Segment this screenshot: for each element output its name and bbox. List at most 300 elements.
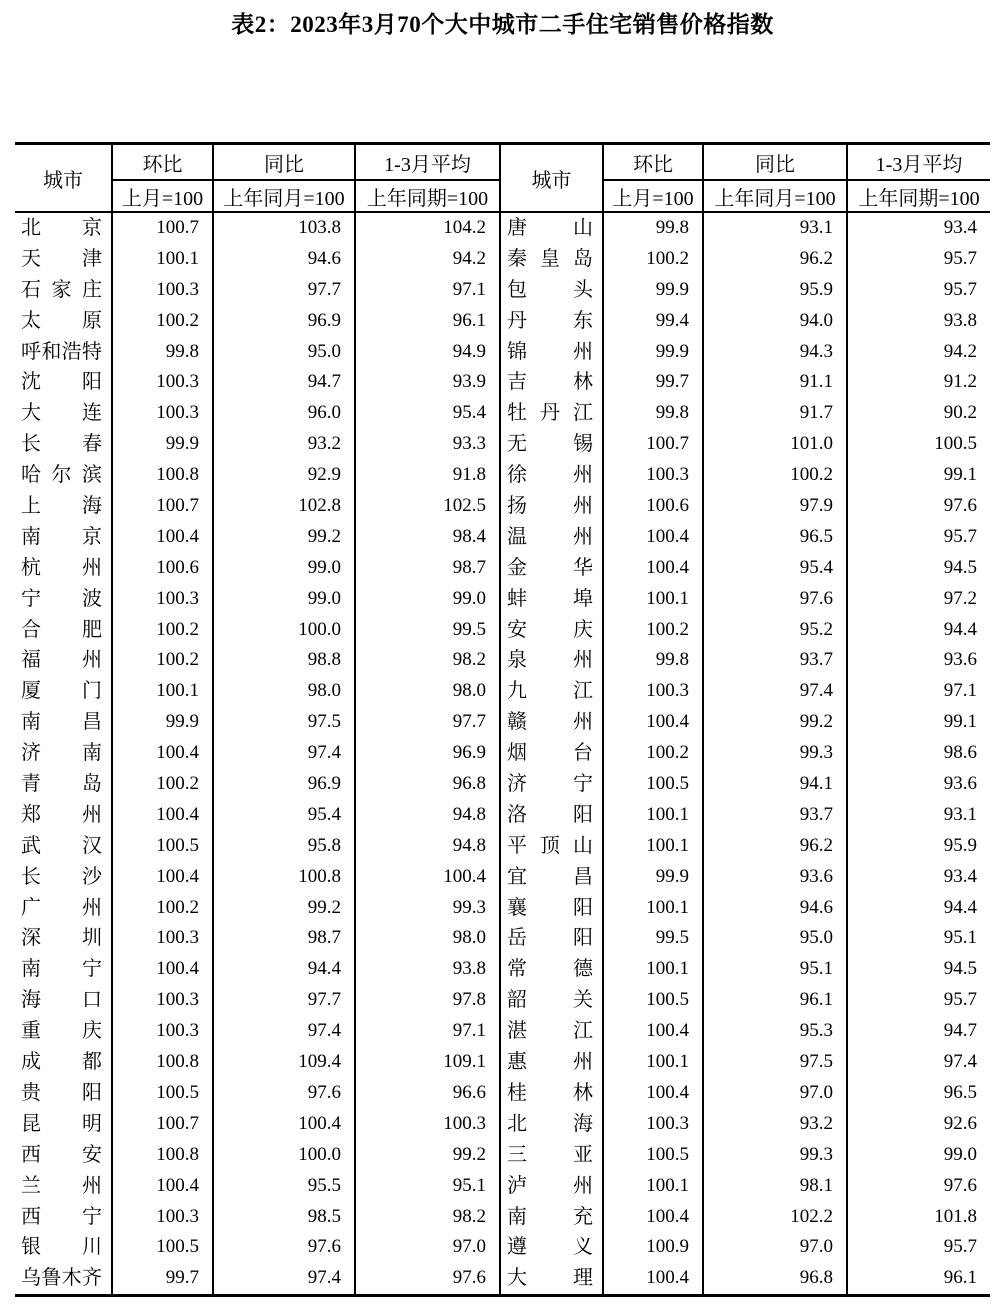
mom-value: 99.4: [603, 306, 703, 337]
table-row: [15, 429, 990, 460]
table-row: [15, 491, 990, 522]
city-cell: [500, 985, 603, 1016]
yoy-value: 94.6: [703, 893, 847, 924]
mom-value: 100.4: [112, 522, 213, 553]
avg-value: 109.1: [355, 1047, 500, 1078]
mom-value: 100.3: [112, 398, 213, 429]
avg-value: 98.0: [355, 923, 500, 954]
table-header: [15, 144, 990, 213]
mom-value: 99.9: [112, 707, 213, 738]
avg-value: 102.5: [355, 491, 500, 522]
yoy-value: 94.1: [703, 769, 847, 800]
header-mom-right: 环比: [603, 144, 703, 181]
table-row: [15, 831, 990, 862]
avg-value: 100.5: [847, 429, 990, 460]
mom-value: 100.1: [112, 676, 213, 707]
table-row: [15, 923, 990, 954]
table-row: [15, 738, 990, 769]
table-row: [15, 1171, 990, 1202]
avg-value: 94.5: [847, 553, 990, 584]
city-cell: [15, 615, 112, 646]
avg-value: 91.2: [847, 367, 990, 398]
city-cell: [500, 707, 603, 738]
city-name: 锦 州: [507, 340, 593, 363]
yoy-value: 93.2: [213, 429, 355, 460]
avg-value: 95.7: [847, 522, 990, 553]
city-name: 牡 丹 江: [507, 402, 593, 425]
mom-value: 100.4: [112, 954, 213, 985]
avg-value: 94.8: [355, 800, 500, 831]
avg-value: 97.6: [847, 1171, 990, 1202]
yoy-value: 95.3: [703, 1016, 847, 1047]
table-row: [15, 212, 990, 244]
city-name: 西 宁: [21, 1205, 102, 1228]
city-cell: [15, 584, 112, 615]
city-name: 平 顶 山: [507, 834, 593, 857]
yoy-value: 97.0: [703, 1232, 847, 1263]
table-row: [15, 244, 990, 275]
yoy-value: 99.3: [703, 738, 847, 769]
city-cell: [500, 460, 603, 491]
table-row: [15, 1263, 990, 1295]
city-cell: [500, 367, 603, 398]
table-row: [15, 985, 990, 1016]
city-cell: [15, 1263, 112, 1295]
city-name: 常 德: [507, 958, 593, 981]
header-avg-right: 1-3月平均: [847, 144, 990, 181]
mom-value: 100.2: [112, 645, 213, 676]
city-name: 安 庆: [507, 618, 593, 641]
mom-value: 100.2: [603, 615, 703, 646]
header-yoy-base-right: 上年同月=100: [703, 180, 847, 212]
city-cell: [15, 491, 112, 522]
mom-value: 100.4: [603, 1078, 703, 1109]
yoy-value: 97.7: [213, 275, 355, 306]
city-name: 青 岛: [21, 773, 102, 796]
avg-value: 100.3: [355, 1109, 500, 1140]
city-name: 海 口: [21, 989, 102, 1012]
city-cell: [15, 429, 112, 460]
table-row: [15, 1109, 990, 1140]
avg-value: 94.2: [847, 337, 990, 368]
mom-value: 100.3: [112, 923, 213, 954]
yoy-value: 97.6: [703, 584, 847, 615]
table-row: [15, 337, 990, 368]
avg-value: 95.7: [847, 244, 990, 275]
city-name: 吉 林: [507, 371, 593, 394]
mom-value: 100.3: [112, 985, 213, 1016]
yoy-value: 96.9: [213, 769, 355, 800]
header-mom-base-left: 上月=100: [112, 180, 213, 212]
table-row: [15, 1140, 990, 1171]
city-name: 泸 州: [507, 1174, 593, 1197]
city-cell: [500, 212, 603, 244]
city-cell: [500, 1202, 603, 1233]
yoy-value: 97.5: [213, 707, 355, 738]
mom-value: 100.4: [603, 1263, 703, 1295]
city-name: 金 华: [507, 556, 593, 579]
city-cell: [500, 337, 603, 368]
city-name: 南 京: [21, 525, 102, 548]
city-cell: [15, 676, 112, 707]
avg-value: 95.7: [847, 985, 990, 1016]
city-name: 大 连: [21, 402, 102, 425]
city-cell: [500, 893, 603, 924]
yoy-value: 97.4: [213, 738, 355, 769]
mom-value: 99.7: [603, 367, 703, 398]
city-name: 深 圳: [21, 927, 102, 950]
yoy-value: 97.6: [213, 1232, 355, 1263]
yoy-value: 95.0: [703, 923, 847, 954]
city-name: 上 海: [21, 495, 102, 518]
table-row: [15, 769, 990, 800]
city-cell: [500, 553, 603, 584]
yoy-value: 100.0: [213, 615, 355, 646]
mom-value: 99.9: [603, 862, 703, 893]
city-cell: [15, 244, 112, 275]
avg-value: 98.2: [355, 1202, 500, 1233]
city-cell: [500, 1047, 603, 1078]
mom-value: 99.5: [603, 923, 703, 954]
city-cell: [500, 954, 603, 985]
city-name: 温 州: [507, 525, 593, 548]
avg-value: 98.7: [355, 553, 500, 584]
table-row: [15, 707, 990, 738]
mom-value: 100.8: [112, 460, 213, 491]
city-cell: [15, 1078, 112, 1109]
yoy-value: 98.0: [213, 676, 355, 707]
mom-value: 99.9: [112, 429, 213, 460]
avg-value: 93.4: [847, 212, 990, 244]
avg-value: 98.4: [355, 522, 500, 553]
city-cell: [500, 1171, 603, 1202]
city-cell: [500, 584, 603, 615]
table-row: [15, 1232, 990, 1263]
yoy-value: 99.3: [703, 1140, 847, 1171]
table-row: [15, 1202, 990, 1233]
city-name: 无 锡: [507, 433, 593, 456]
city-cell: [15, 893, 112, 924]
header-avg-base-right: 上年同期=100: [847, 180, 990, 212]
table-row: [15, 306, 990, 337]
yoy-value: 97.5: [703, 1047, 847, 1078]
mom-value: 100.1: [603, 954, 703, 985]
city-name: 韶 关: [507, 989, 593, 1012]
mom-value: 100.9: [603, 1232, 703, 1263]
avg-value: 104.2: [355, 212, 500, 244]
mom-value: 100.2: [112, 306, 213, 337]
yoy-value: 99.2: [213, 522, 355, 553]
avg-value: 99.1: [847, 460, 990, 491]
header-mom-base-right: 上月=100: [603, 180, 703, 212]
city-cell: [500, 862, 603, 893]
avg-value: 94.9: [355, 337, 500, 368]
city-cell: [15, 1016, 112, 1047]
header-city-right: 城市: [500, 144, 603, 213]
yoy-value: 96.5: [703, 522, 847, 553]
city-name: 宜 昌: [507, 865, 593, 888]
city-name: 南 昌: [21, 711, 102, 734]
city-cell: [500, 244, 603, 275]
city-name: 北 海: [507, 1112, 593, 1135]
mom-value: 100.4: [603, 553, 703, 584]
mom-value: 100.4: [603, 707, 703, 738]
yoy-value: 100.2: [703, 460, 847, 491]
city-name: 赣 州: [507, 711, 593, 734]
city-name: 长 沙: [21, 865, 102, 888]
avg-value: 93.8: [847, 306, 990, 337]
mom-value: 100.5: [112, 1078, 213, 1109]
mom-value: 100.8: [112, 1140, 213, 1171]
mom-value: 100.2: [603, 738, 703, 769]
avg-value: 99.1: [847, 707, 990, 738]
yoy-value: 100.8: [213, 862, 355, 893]
table-row: [15, 862, 990, 893]
mom-value: 100.2: [603, 244, 703, 275]
avg-value: 95.4: [355, 398, 500, 429]
yoy-value: 97.9: [703, 491, 847, 522]
city-name: 杭 州: [21, 556, 102, 579]
mom-value: 100.3: [112, 1202, 213, 1233]
mom-value: 100.2: [112, 893, 213, 924]
city-cell: [15, 522, 112, 553]
yoy-value: 96.9: [213, 306, 355, 337]
city-name: 南 宁: [21, 958, 102, 981]
avg-value: 99.5: [355, 615, 500, 646]
city-name: 九 江: [507, 680, 593, 703]
mom-value: 100.2: [112, 615, 213, 646]
city-cell: [15, 862, 112, 893]
mom-value: 100.7: [112, 1109, 213, 1140]
yoy-value: 94.6: [213, 244, 355, 275]
yoy-value: 100.4: [213, 1109, 355, 1140]
avg-value: 97.1: [847, 676, 990, 707]
table-row: [15, 1016, 990, 1047]
city-cell: [15, 367, 112, 398]
yoy-value: 99.2: [213, 893, 355, 924]
city-cell: [15, 1171, 112, 1202]
yoy-value: 96.0: [213, 398, 355, 429]
city-name: 三 亚: [507, 1143, 593, 1166]
table-row: [15, 522, 990, 553]
city-name: 徐 州: [507, 464, 593, 487]
city-cell: [500, 491, 603, 522]
city-cell: [15, 275, 112, 306]
mom-value: 99.8: [112, 337, 213, 368]
city-name: 唐 山: [507, 217, 593, 239]
avg-value: 94.5: [847, 954, 990, 985]
yoy-value: 97.0: [703, 1078, 847, 1109]
header-city-left: 城市: [15, 144, 112, 213]
city-name: 广 州: [21, 896, 102, 919]
page-title: 表2：2023年3月70个大中城市二手住宅销售价格指数: [231, 12, 774, 37]
yoy-value: 103.8: [213, 212, 355, 244]
city-cell: [15, 1109, 112, 1140]
city-cell: [15, 954, 112, 985]
yoy-value: 95.8: [213, 831, 355, 862]
avg-value: 93.1: [847, 800, 990, 831]
yoy-value: 93.7: [703, 800, 847, 831]
city-name: 泉 州: [507, 649, 593, 672]
city-cell: [500, 923, 603, 954]
city-name: 天 津: [21, 247, 102, 270]
yoy-value: 95.4: [703, 553, 847, 584]
city-cell: [15, 645, 112, 676]
avg-value: 96.6: [355, 1078, 500, 1109]
mom-value: 100.5: [603, 985, 703, 1016]
yoy-value: 99.2: [703, 707, 847, 738]
city-cell: [15, 1202, 112, 1233]
avg-value: 96.8: [355, 769, 500, 800]
yoy-value: 97.6: [213, 1078, 355, 1109]
mom-value: 100.4: [603, 1202, 703, 1233]
table-row: [15, 954, 990, 985]
yoy-value: 95.5: [213, 1171, 355, 1202]
header-yoy-left: 同比: [213, 144, 355, 181]
yoy-value: 99.0: [213, 553, 355, 584]
mom-value: 100.1: [603, 831, 703, 862]
avg-value: 93.8: [355, 954, 500, 985]
price-index-table-container: [15, 142, 990, 1297]
city-cell: [15, 800, 112, 831]
yoy-value: 96.8: [703, 1263, 847, 1295]
city-cell: [500, 1232, 603, 1263]
city-cell: [500, 738, 603, 769]
mom-value: 99.8: [603, 645, 703, 676]
avg-value: 93.6: [847, 769, 990, 800]
city-name: 沈 阳: [21, 371, 102, 394]
city-cell: [500, 1078, 603, 1109]
yoy-value: 95.0: [213, 337, 355, 368]
city-cell: [500, 306, 603, 337]
table-row: [15, 615, 990, 646]
yoy-value: 91.7: [703, 398, 847, 429]
avg-value: 96.9: [355, 738, 500, 769]
city-name: 湛 江: [507, 1020, 593, 1043]
avg-value: 90.2: [847, 398, 990, 429]
city-name: 宁 波: [21, 587, 102, 610]
city-name: 重 庆: [21, 1020, 102, 1043]
avg-value: 97.1: [355, 1016, 500, 1047]
city-cell: [500, 275, 603, 306]
city-cell: [500, 800, 603, 831]
header-yoy-base-left: 上年同月=100: [213, 180, 355, 212]
yoy-value: 91.1: [703, 367, 847, 398]
city-cell: [500, 769, 603, 800]
yoy-value: 98.8: [213, 645, 355, 676]
avg-value: 99.0: [355, 584, 500, 615]
city-name: 岳 阳: [507, 927, 593, 950]
city-cell: [15, 923, 112, 954]
table-row: [15, 275, 990, 306]
yoy-value: 96.2: [703, 831, 847, 862]
city-cell: [15, 985, 112, 1016]
city-name: 遵 义: [507, 1236, 593, 1259]
city-name: 洛 阳: [507, 803, 593, 826]
city-name: 兰 州: [21, 1174, 102, 1197]
price-index-table: [15, 142, 990, 1297]
avg-value: 95.7: [847, 1232, 990, 1263]
avg-value: 98.6: [847, 738, 990, 769]
avg-value: 97.0: [355, 1232, 500, 1263]
yoy-value: 101.0: [703, 429, 847, 460]
mom-value: 100.7: [603, 429, 703, 460]
avg-value: 94.2: [355, 244, 500, 275]
yoy-value: 95.2: [703, 615, 847, 646]
avg-value: 93.4: [847, 862, 990, 893]
avg-value: 98.0: [355, 676, 500, 707]
city-cell: [500, 522, 603, 553]
city-cell: [15, 398, 112, 429]
city-name: 济 宁: [507, 773, 593, 796]
table-row: [15, 398, 990, 429]
mom-value: 100.1: [603, 1171, 703, 1202]
avg-value: 95.9: [847, 831, 990, 862]
city-name: 贵 阳: [21, 1081, 102, 1104]
yoy-value: 97.4: [213, 1016, 355, 1047]
mom-value: 100.4: [603, 522, 703, 553]
mom-value: 100.4: [603, 1016, 703, 1047]
city-name: 银 川: [21, 1236, 102, 1259]
mom-value: 100.2: [112, 769, 213, 800]
avg-value: 95.7: [847, 275, 990, 306]
city-cell: [15, 738, 112, 769]
avg-value: 93.3: [355, 429, 500, 460]
mom-value: 100.1: [603, 800, 703, 831]
avg-value: 97.8: [355, 985, 500, 1016]
yoy-value: 96.1: [703, 985, 847, 1016]
table-row: [15, 553, 990, 584]
city-name: 惠 州: [507, 1051, 593, 1074]
city-cell: [500, 615, 603, 646]
city-cell: [500, 645, 603, 676]
city-cell: [15, 337, 112, 368]
yoy-value: 100.0: [213, 1140, 355, 1171]
city-cell: [15, 460, 112, 491]
avg-value: 93.6: [847, 645, 990, 676]
avg-value: 101.8: [847, 1202, 990, 1233]
mom-value: 99.9: [603, 275, 703, 306]
avg-value: 96.1: [847, 1263, 990, 1295]
yoy-value: 97.4: [703, 676, 847, 707]
avg-value: 94.4: [847, 893, 990, 924]
mom-value: 100.3: [112, 275, 213, 306]
city-name: 烟 台: [507, 742, 593, 765]
avg-value: 96.5: [847, 1078, 990, 1109]
mom-value: 100.8: [112, 1047, 213, 1078]
city-name: 西 安: [21, 1143, 102, 1166]
avg-value: 99.2: [355, 1140, 500, 1171]
mom-value: 100.4: [112, 862, 213, 893]
mom-value: 100.6: [112, 553, 213, 584]
header-row-groups: [15, 144, 990, 181]
avg-value: 95.1: [355, 1171, 500, 1202]
city-cell: [500, 831, 603, 862]
city-name: 石 家 庄: [21, 278, 102, 301]
table-row: [15, 1047, 990, 1078]
city-name: 长 春: [21, 433, 102, 456]
city-name: 哈 尔 滨: [21, 464, 102, 487]
city-name: 合 肥: [21, 618, 102, 641]
mom-value: 100.1: [603, 893, 703, 924]
mom-value: 100.7: [112, 491, 213, 522]
avg-value: 94.7: [847, 1016, 990, 1047]
mom-value: 100.7: [112, 212, 213, 244]
mom-value: 100.4: [112, 800, 213, 831]
city-cell: [500, 398, 603, 429]
yoy-value: 92.9: [213, 460, 355, 491]
table-row: [15, 800, 990, 831]
